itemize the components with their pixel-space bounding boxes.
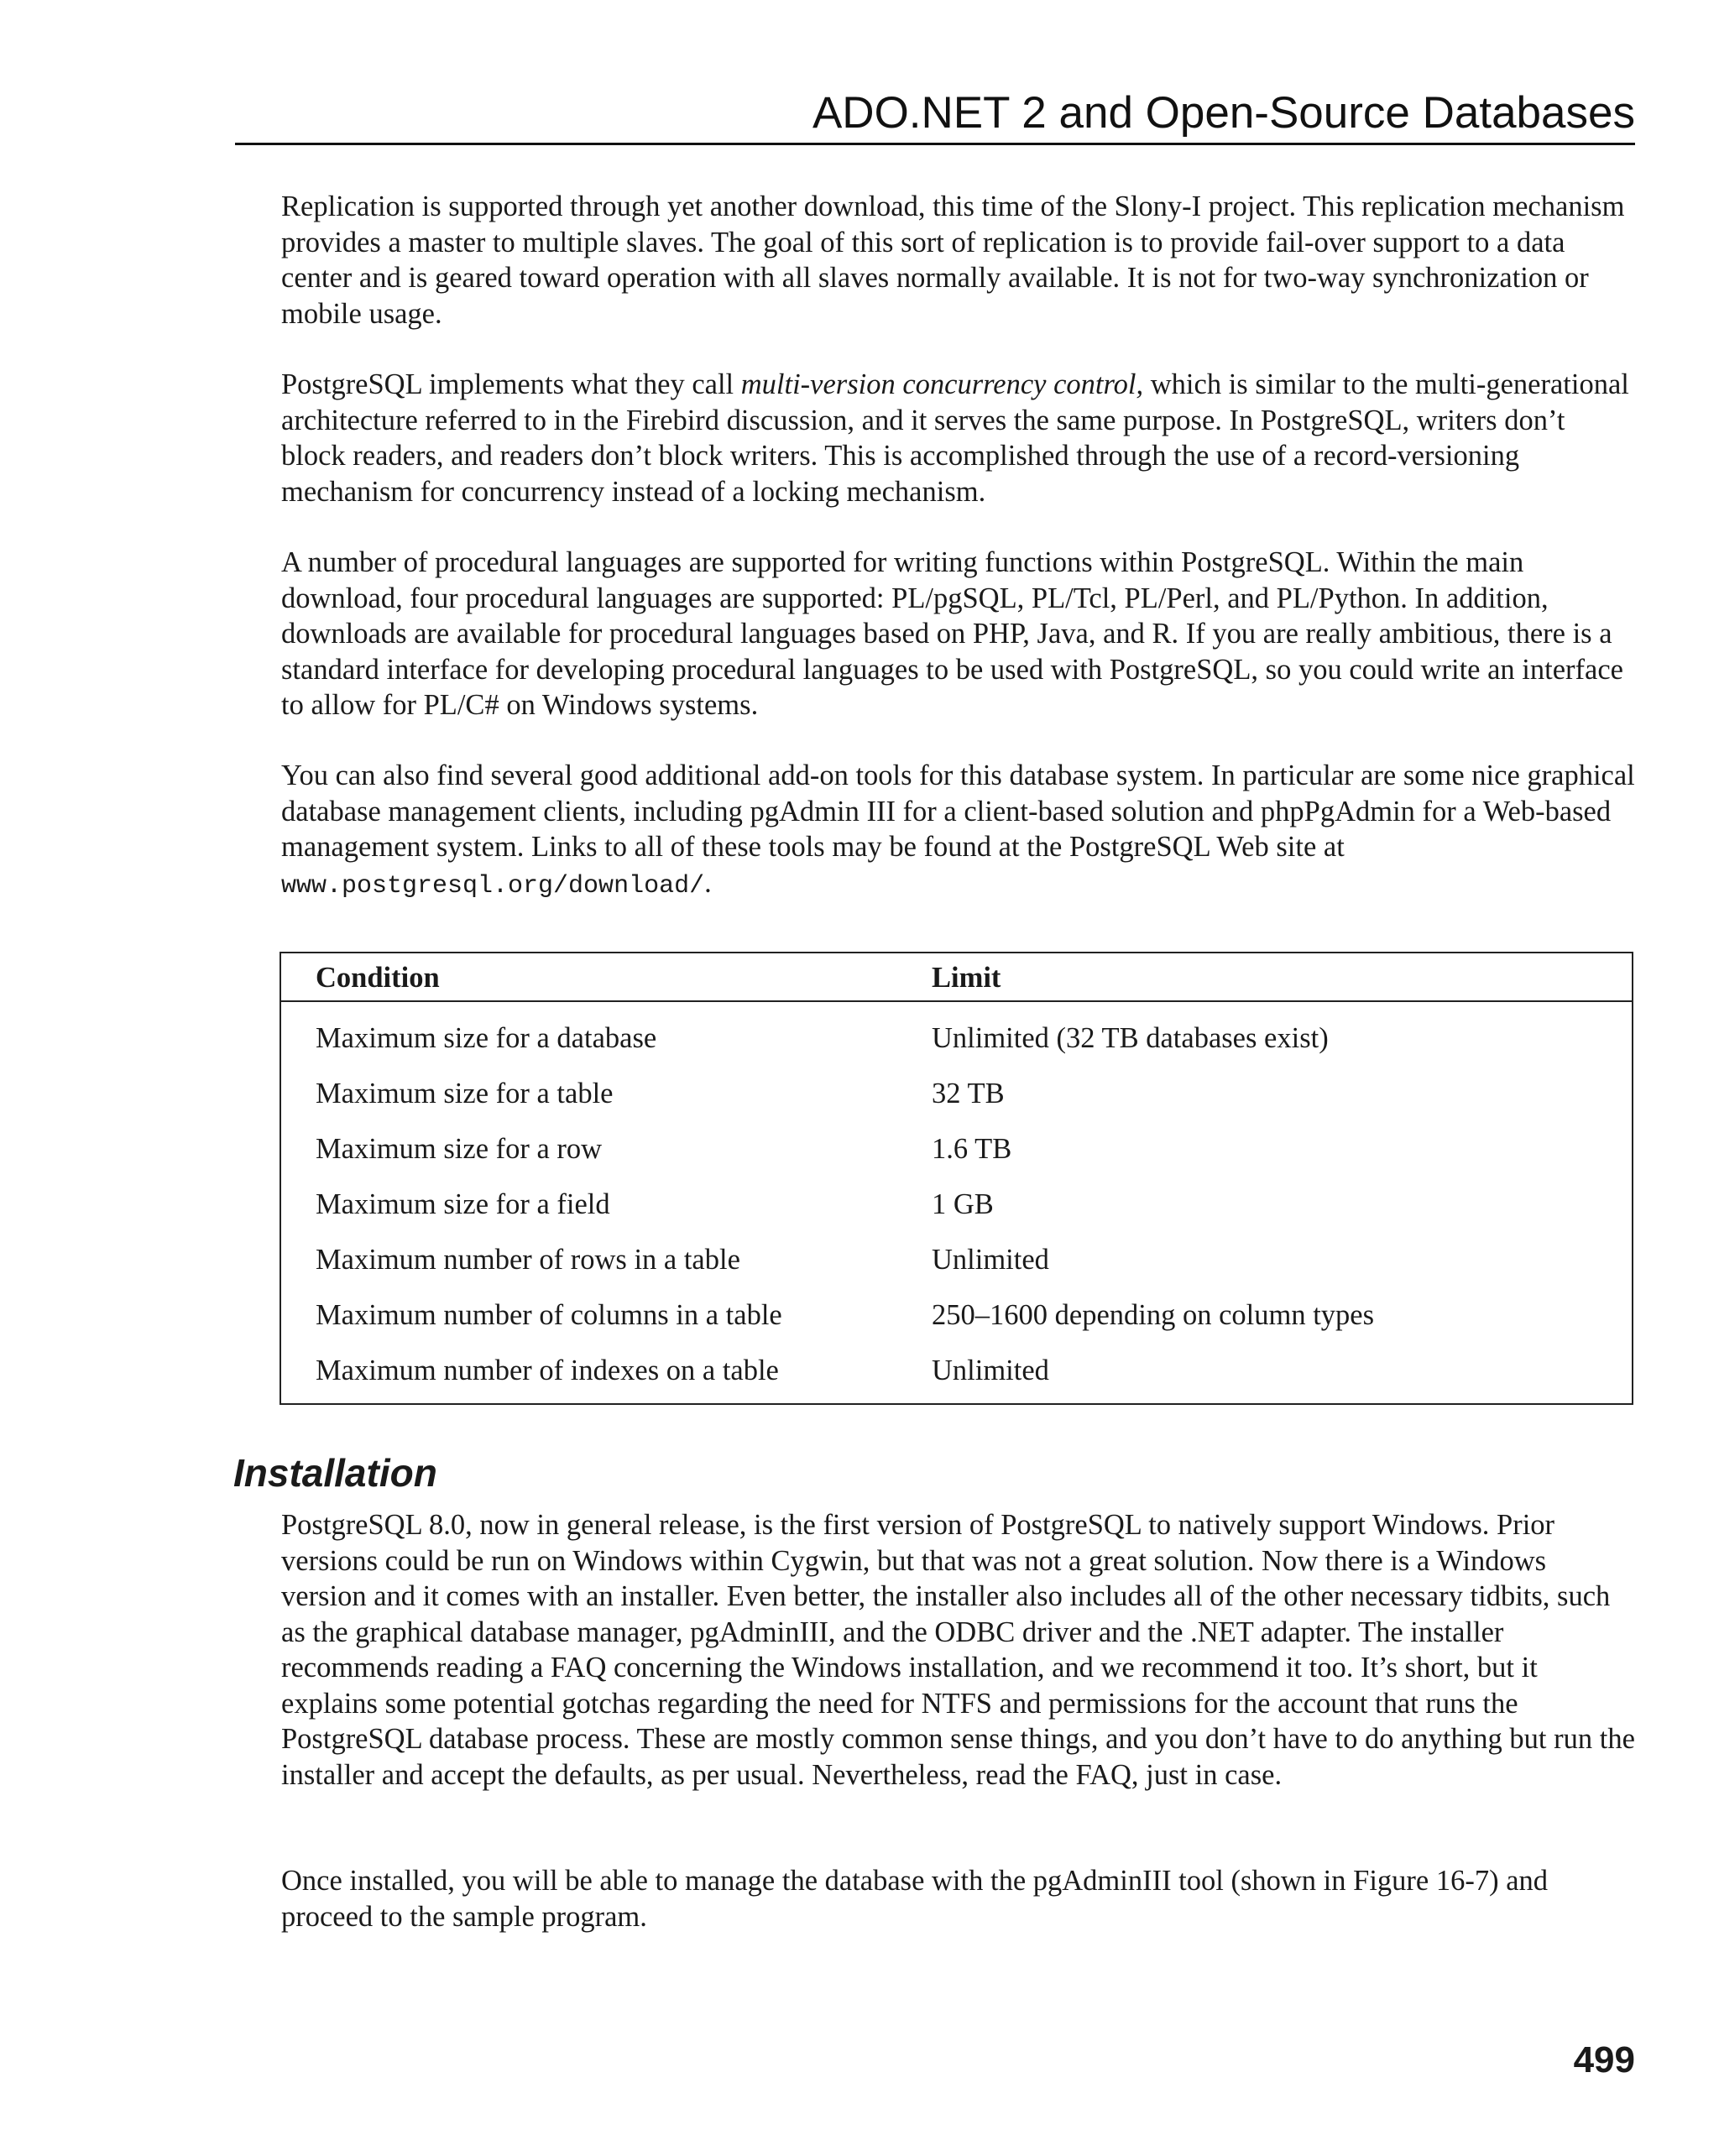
paragraph-add-on-tools-text: You can also find several good additional add-on tools for this database system. In particular are some nice graphical database management clients, including pgAdmin III for a client-based solution and phpPgAdmin for a Web-based management system. Links to all of these tools may be found at the PostgreSQL Web site at	[281, 760, 1635, 863]
table-header-limit: Limit	[932, 962, 1001, 994]
table-cell-limit: Unlimited (32 TB databases exist)	[932, 1022, 1329, 1054]
table-cell-condition: Maximum size for a row	[316, 1133, 603, 1165]
postgresql-download-url: www.postgresql.org/download/	[281, 871, 705, 901]
table-row	[281, 1131, 1632, 1187]
table-cell-condition: Maximum size for a database	[316, 1022, 657, 1054]
paragraph-concurrency-term: multi-version concurrency control,	[740, 368, 1144, 400]
table-header-row	[281, 953, 1632, 1002]
table-row	[281, 1242, 1632, 1297]
table-cell-condition: Maximum number of columns in a table	[316, 1299, 782, 1331]
table-cell-limit: 1 GB	[932, 1188, 994, 1220]
limits-table	[280, 952, 1633, 1405]
table-cell-limit: 32 TB	[932, 1078, 1005, 1109]
table-row	[281, 1076, 1632, 1131]
table-cell-condition: Maximum size for a table	[316, 1078, 614, 1109]
table-row	[281, 1187, 1632, 1242]
table-row	[281, 1353, 1632, 1408]
paragraph-procedural-languages: A number of procedural languages are supported for writing functions within PostgreSQL. Within the main download, four procedural languages are supported: PL/pgSQL, PL/Tcl, PL/Perl, and PL/Python. In addition, downloads are available for procedural languages based on PHP, Java, and R. If you are really ambitious, there is a standard interface for developing procedural languages to be used with PostgreSQL, so you could write an interface to allow for PL/C# on Windows systems.	[281, 546, 1623, 721]
table-cell-condition: Maximum number of indexes on a table	[316, 1355, 779, 1386]
paragraph-concurrency-text-1: PostgreSQL implements what they call	[281, 368, 741, 400]
section-heading-installation: Installation	[233, 1451, 437, 1495]
table-cell-limit: 250–1600 depending on column types	[932, 1299, 1375, 1331]
page-number: 499	[1573, 2039, 1635, 2080]
running-header-title: ADO.NET 2 and Open-Source Databases	[812, 88, 1635, 138]
table-cell-limit: 1.6 TB	[932, 1133, 1012, 1165]
paragraph-add-on-tools	[281, 758, 1635, 904]
paragraph-concurrency	[281, 367, 1635, 509]
header-rule	[235, 143, 1635, 145]
paragraph-once-installed: Once installed, you will be able to manage the database with the pgAdminIII tool (shown in Figure 16-7) and proceed to the sample program.	[281, 1865, 1549, 1933]
table-row	[281, 1021, 1632, 1076]
paragraph-installation: PostgreSQL 8.0, now in general release, is the first version of PostgreSQL to natively support Windows. Prior versions could be run on Windows within Cygwin, but that was not a great solution. Now there is a Windows version and it comes with an installer. Even better, the installer also includes all of the other necessary tidbits, such as the graphical database manager, pgAdminIII, and the ODBC driver and the .NET adapter. The installer recommends reading a FAQ concerning the Windows installation, and we recommend it too. It’s short, but it explains some potential gotchas regarding the need for NTFS and permissions for the account that runs the PostgreSQL database process. These are mostly common sense things, and you don’t have to do anything but run the installer and accept the defaults, as per usual. Nevertheless, read the FAQ, just in case.	[281, 1509, 1635, 1791]
table-header-condition: Condition	[316, 962, 440, 994]
table-row	[281, 1297, 1632, 1353]
paragraph-add-on-tools-end: .	[704, 866, 712, 899]
table-cell-limit: Unlimited	[932, 1244, 1049, 1276]
table-cell-limit: Unlimited	[932, 1355, 1049, 1386]
table-cell-condition: Maximum number of rows in a table	[316, 1244, 740, 1276]
paragraph-concurrency-text-2: which is similar to the multi-generational architecture referred to in the Firebird discussion, and it serves the same purpose. In PostgreSQL, writers don’t block readers, and readers don’t block writers. This is accomplished through the use of a record-versioning mechanism for concurrency instead of a locking mechanism.	[281, 368, 1629, 508]
paragraph-replication: Replication is supported through yet another download, this time of the Slony-I project. This replication mechanism provides a master to multiple slaves. The goal of this sort of replication is to provide fail-over support to a data center and is geared toward operation with all slaves normally available. It is not for two-way synchronization or mobile usage.	[281, 191, 1625, 330]
table-cell-condition: Maximum size for a field	[316, 1188, 610, 1220]
